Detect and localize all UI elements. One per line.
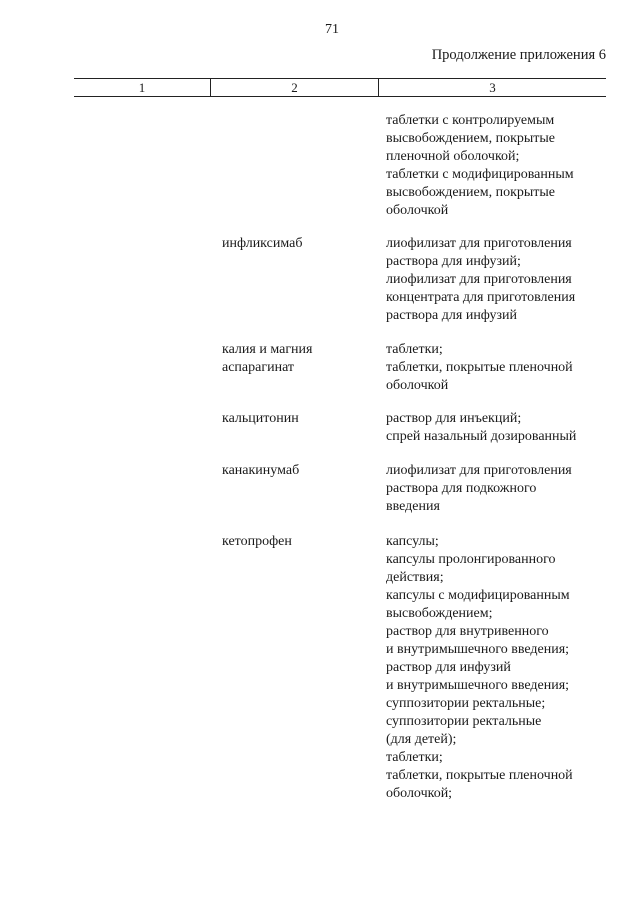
form-line: высвобождением;: [386, 606, 493, 621]
form-line: лиофилизат для приготовления: [386, 236, 572, 251]
name-line: кальцитонин: [222, 411, 299, 426]
entry-forms: [386, 235, 626, 325]
column-header-1: 1: [74, 79, 211, 96]
entry-forms: [386, 533, 626, 803]
entry-name: [222, 462, 372, 480]
entry-forms: [386, 341, 626, 395]
form-line: суппозитории ректальные;: [386, 696, 546, 711]
form-line: (для детей);: [386, 732, 457, 747]
form-line: раствора для инфузий;: [386, 254, 521, 269]
column-header-row: [74, 78, 606, 97]
form-line: таблетки с модифицированным: [386, 167, 574, 182]
name-line: кетопрофен: [222, 534, 292, 549]
form-line: оболочкой;: [386, 786, 453, 801]
name-line: канакинумаб: [222, 463, 300, 478]
entry-forms: [386, 112, 626, 220]
form-line: лиофилизат для приготовления: [386, 463, 572, 478]
form-line: высвобождением, покрытые: [386, 185, 556, 200]
form-line: таблетки;: [386, 750, 443, 765]
form-line: раствор для внутривенного: [386, 624, 549, 639]
form-line: капсулы;: [386, 534, 439, 549]
entry-name: [222, 235, 372, 253]
name-line: аспарагинат: [222, 360, 295, 375]
form-line: раствора для подкожного: [386, 481, 537, 496]
form-line: капсулы пролонгированного: [386, 552, 556, 567]
entry-name: [222, 410, 372, 428]
form-line: спрей назальный дозированный: [386, 429, 577, 444]
entry-name: [222, 533, 372, 551]
column-header-3: 3: [489, 80, 496, 95]
form-line: и внутримышечного введения;: [386, 678, 570, 693]
form-line: введения: [386, 499, 440, 514]
form-line: таблетки, покрытые пленочной: [386, 768, 573, 783]
column-header-2: 2: [211, 79, 379, 96]
entry-forms: [386, 462, 626, 516]
form-line: таблетки, покрытые пленочной: [386, 360, 573, 375]
name-line: калия и магния: [222, 342, 313, 357]
form-line: концентрата для приготовления: [386, 290, 576, 305]
name-line: инфликсимаб: [222, 236, 303, 251]
form-line: раствор для инъекций;: [386, 411, 522, 426]
entry-forms: [386, 410, 626, 446]
form-line: действия;: [386, 570, 444, 585]
form-line: раствор для инфузий: [386, 660, 511, 675]
form-line: таблетки с контролируемым: [386, 113, 555, 128]
form-line: лиофилизат для приготовления: [386, 272, 572, 287]
form-line: оболочкой: [386, 378, 449, 393]
page-number: 71: [325, 22, 339, 37]
entry-name: [222, 341, 372, 377]
form-line: оболочкой: [386, 203, 449, 218]
form-line: капсулы с модифицированным: [386, 588, 570, 603]
continuation-title: Продолжение приложения 6: [431, 47, 606, 63]
form-line: таблетки;: [386, 342, 443, 357]
form-line: пленочной оболочкой;: [386, 149, 520, 164]
form-line: раствора для инфузий: [386, 308, 518, 323]
form-line: и внутримышечного введения;: [386, 642, 570, 657]
form-line: высвобождением, покрытые: [386, 131, 556, 146]
form-line: суппозитории ректальные: [386, 714, 542, 729]
